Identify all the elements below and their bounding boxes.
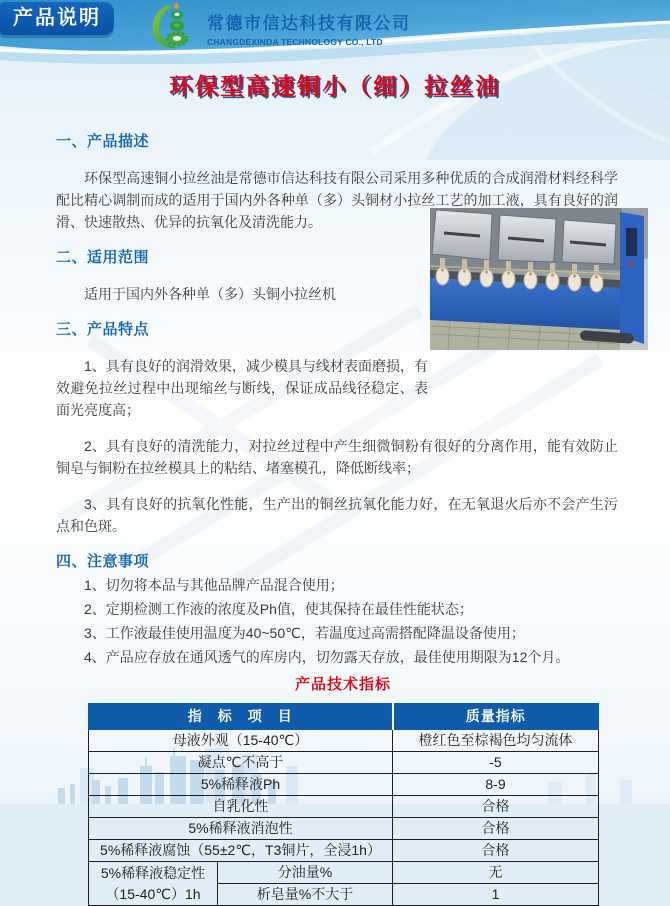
company-name-en: CHANGDEXINDA TECHNOLOGY CO., LTD [207, 37, 383, 47]
badge-label: 产品说明 [13, 7, 101, 29]
table-title: 产品技术指标 [294, 676, 391, 693]
scope-paragraph: 适用于国内外各种单（多）头铜小拉丝机 [84, 286, 336, 302]
leaf-stack-logo-icon [146, 2, 204, 50]
note-item-1: 1、切勿将本品与其他品牌产品混合使用； [84, 577, 344, 593]
spec-item: 5%稀释液腐蚀（55±2℃，T3铜片，全浸1h） [89, 840, 393, 862]
spec-table [88, 703, 599, 906]
feature-2-paragraph: 2、具有良好的清洗能力，对拉丝过程中产生细微铜粉有很好的分离作用，能有效防止铜皂与铜粉在拉丝模具上的粘结、堵塞模孔，降低断线率； [56, 438, 618, 476]
table-row [89, 752, 599, 774]
company-name-block [207, 9, 411, 47]
table-header-row [89, 704, 599, 730]
spec-item: 析皂量%不大于 [218, 884, 393, 906]
section-heading-notes: 四、注意事项 [56, 553, 150, 570]
page-title: 环保型高速铜小（细）拉丝油 [169, 73, 501, 99]
table-row-stability-1 [89, 862, 599, 884]
table-row [89, 818, 599, 840]
feature-1-paragraph: 1、具有良好的润滑效果，减少模具与线材表面磨损，有效避免拉丝过程中出现缩丝与断线，保证成品线径稳定、表面光亮度高； [56, 358, 428, 418]
section-heading-features: 三、产品特点 [56, 321, 150, 338]
product-description-badge [0, 2, 114, 35]
section-heading-scope: 二、适用范围 [56, 249, 150, 266]
section-heading-description: 一、产品描述 [56, 133, 150, 150]
feature-3-paragraph: 3、具有良好的抗氧化性能，生产出的铜丝抗氧化能力好，在无氧退火后亦不会产生污点和色斑。 [56, 496, 618, 534]
note-item-4: 4、产品应存放在通风透气的库房内，切勿露天存放，最佳使用期限为12个月。 [84, 649, 570, 665]
spec-value: 合格 [393, 818, 599, 840]
spec-item: 自乳化性 [89, 796, 393, 818]
spec-value: 橙红色至棕褐色均匀流体 [393, 730, 599, 752]
spec-item: 5%稀释液Ph [89, 774, 393, 796]
spec-value: 无 [393, 862, 599, 884]
note-item-3: 3、工作液最佳使用温度为40~50℃，若温度过高需搭配降温设备使用； [84, 625, 525, 641]
company-name-cn: 常德市信达科技有限公司 [207, 14, 411, 33]
spec-value: 8-9 [393, 774, 599, 796]
note-item-2: 2、定期检测工作液的浓度及Ph值，使其保持在最佳性能状态； [84, 601, 473, 617]
spec-value: 合格 [393, 796, 599, 818]
column-header-item: 指 标 项 目 [89, 704, 393, 730]
table-row [89, 796, 599, 818]
document-body [56, 131, 618, 906]
spec-item: 分油量% [218, 862, 393, 884]
column-header-quality: 质量指标 [393, 704, 599, 730]
spec-value: 1 [393, 884, 599, 906]
stability-label-cell [89, 862, 218, 906]
spec-value: 合格 [393, 840, 599, 862]
spec-item: 凝点℃不高于 [89, 752, 393, 774]
spec-item: 母液外观（15-40℃） [89, 730, 393, 752]
stability-label-line2: （15-40℃）1h [105, 885, 201, 902]
table-row [89, 774, 599, 796]
company-logo [146, 2, 204, 50]
description-paragraph: 环保型高速铜小拉丝油是常德市信达科技有限公司采用多种优质的合成润滑材料经科学配比精心调制而成的适用于国内外各种单（多）头铜材小拉丝工艺的加工液，具有良好的润滑、快速散热、优异的抗氧化及清洗能力。 [56, 170, 618, 230]
spec-item: 5%稀释液消泡性 [89, 818, 393, 840]
table-row [89, 840, 599, 862]
stability-label-line1: 5%稀释液稳定性 [100, 864, 206, 881]
table-row [89, 730, 599, 752]
spec-value: -5 [393, 752, 599, 774]
